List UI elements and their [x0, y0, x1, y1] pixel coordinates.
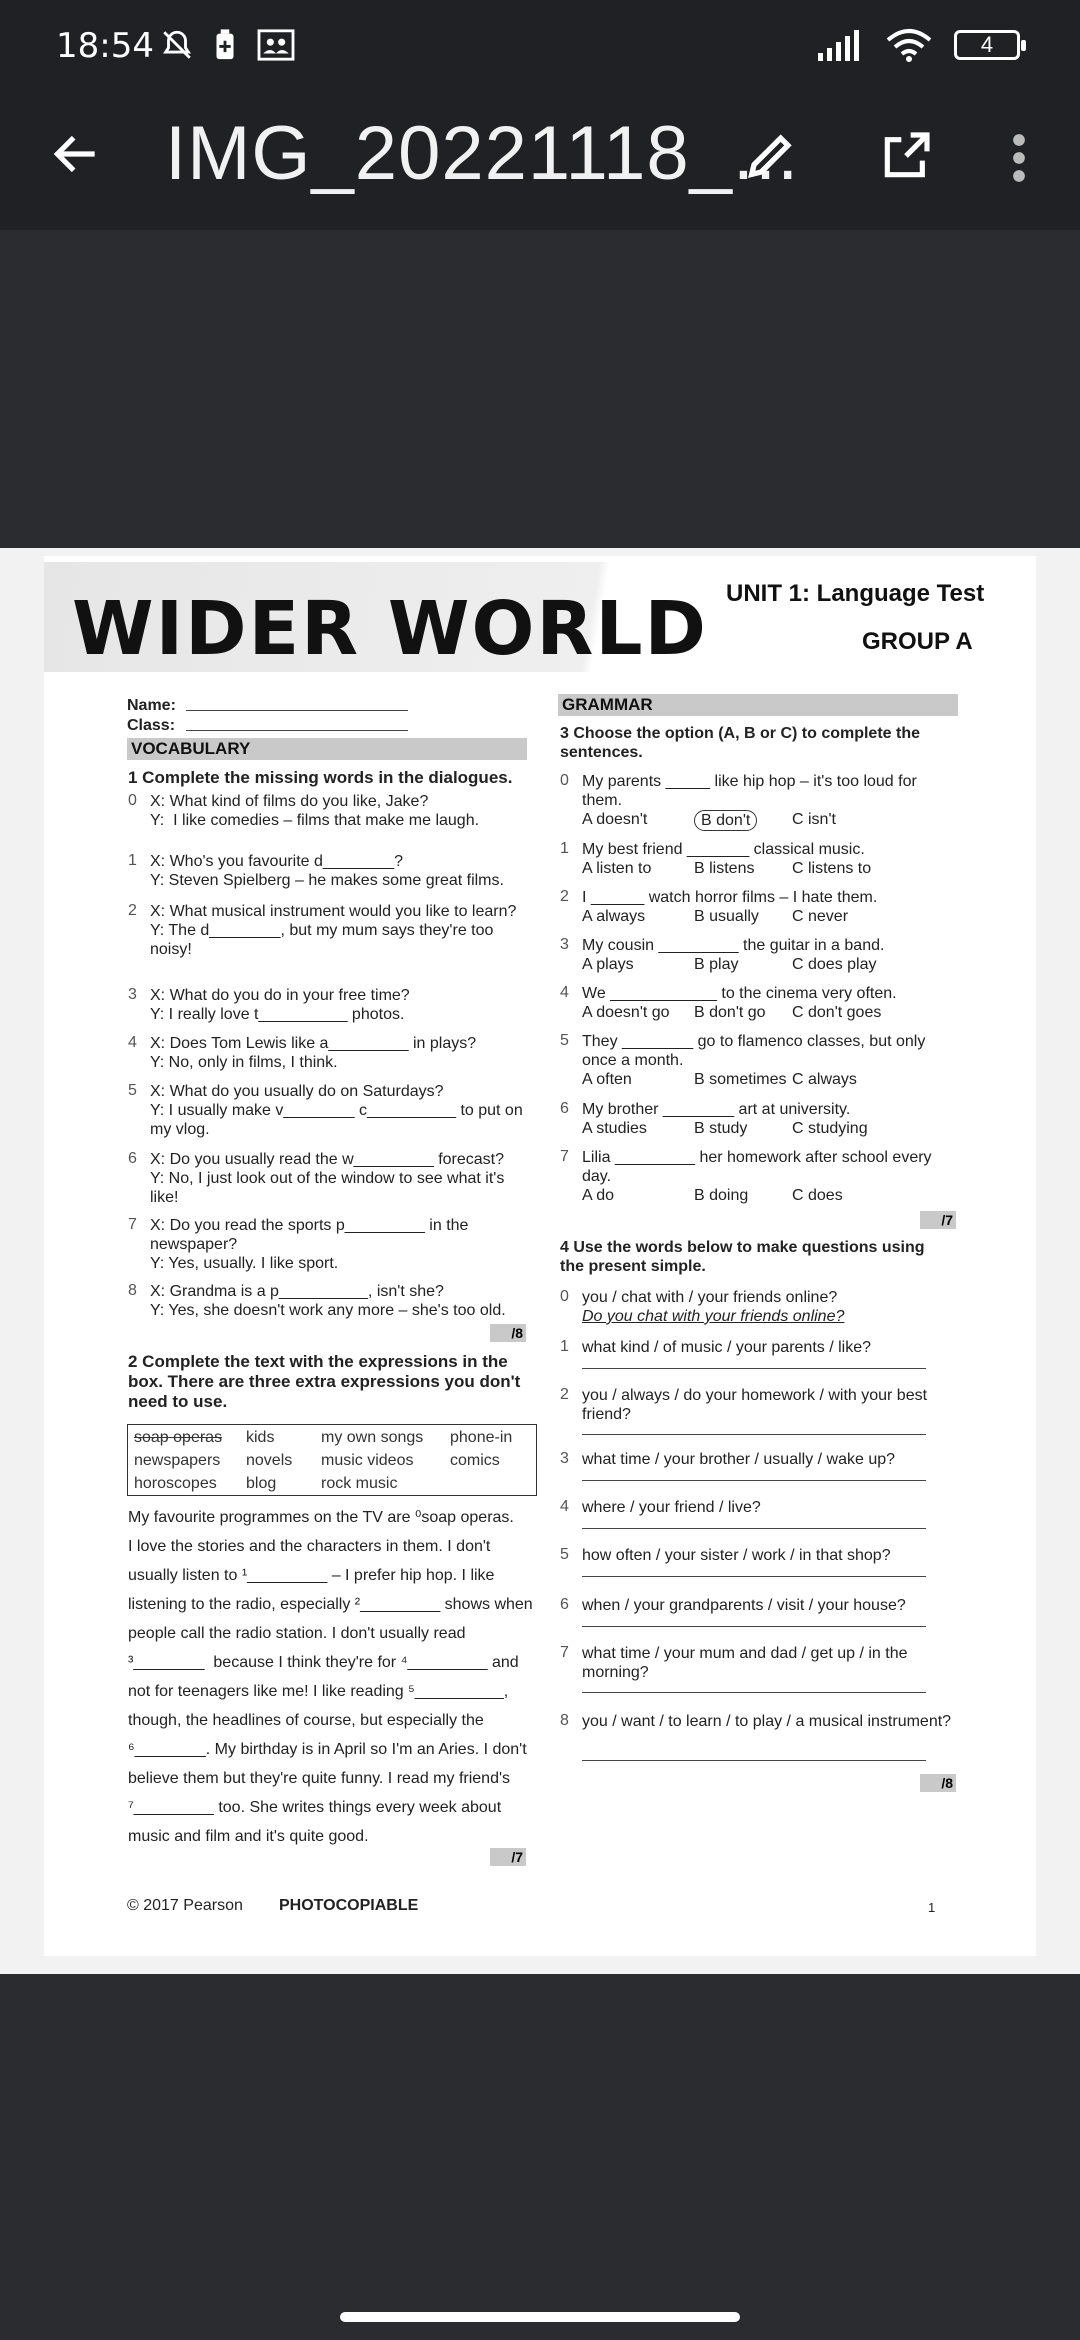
name-line [186, 710, 408, 711]
question-item-text: you / chat with / your friends online? [582, 1289, 838, 1306]
option-a: A doesn't go [582, 1004, 670, 1021]
option-c: C don't goes [792, 1004, 882, 1021]
paragraph-line: though, the headlines of course, but especially the [128, 1712, 484, 1729]
edit-pencil-icon[interactable] [742, 126, 800, 184]
vocab-item-number: 8 [128, 1282, 137, 1299]
expressions-box [127, 1424, 537, 1496]
grammar-item-number: 7 [560, 1148, 569, 1165]
open-external-icon[interactable] [878, 128, 934, 184]
vocab-item-text: X: Grandma is a p__________, isn't she? Y: Yes, she doesn't work any more – she's too old. [150, 1283, 506, 1319]
word-box-item: kids [246, 1429, 275, 1446]
question-item-number: 2 [560, 1386, 569, 1403]
vocab-item-text: X: Do you usually read the w_________ forecast? Y: No, I just look out of the window to see what it's like! [150, 1151, 505, 1206]
grammar-item-text: My best friend _______ classical music. [582, 841, 865, 858]
word-box-item: novels [246, 1452, 293, 1469]
battery-level: 4 [980, 32, 994, 57]
question-item-number: 6 [560, 1596, 569, 1613]
vocab-item-text: X: Who's you favourite d________? Y: Steven Spielberg – he makes some great films. [150, 853, 504, 889]
paragraph-line: usually listen to ¹_________ – I prefer hip hop. I like [128, 1567, 495, 1584]
grammar-item-text: They ________ go to flamenco classes, but only once a month. [582, 1033, 926, 1069]
grammar-item-text: I ______ watch horror films – I hate them. [582, 889, 878, 906]
vocab-item-number: 1 [128, 852, 137, 869]
grammar-item-number: 3 [560, 936, 569, 953]
question-item-number: 8 [560, 1712, 569, 1729]
vocab-item-number: 5 [128, 1082, 137, 1099]
back-arrow-icon[interactable] [48, 126, 104, 182]
option-b: B don't [694, 810, 757, 831]
score-vocab2: /7 [490, 1848, 526, 1866]
page-number: 1 [928, 1900, 936, 1915]
battery-saver-icon [212, 28, 238, 62]
vocab-ex1-title: 1 Complete the missing words in the dialogues. [128, 768, 513, 787]
word-box-item: blog [246, 1475, 277, 1492]
question-item-number: 4 [560, 1498, 569, 1515]
question-item-number: 5 [560, 1546, 569, 1563]
answer-line[interactable] [582, 1576, 926, 1577]
vocab-item-number: 7 [128, 1216, 137, 1233]
word-box-item: comics [450, 1452, 500, 1469]
question-item-text: what time / your brother / usually / wake up? [582, 1451, 896, 1468]
option-a: A listen to [582, 860, 652, 877]
worksheet-paper [44, 556, 1036, 1956]
option-c: C listens to [792, 860, 872, 877]
option-a: A plays [582, 956, 634, 973]
grammar-item-number: 4 [560, 984, 569, 1001]
status-icons-left [160, 28, 296, 62]
question-item-text: you / always / do your homework / with your best friend? [582, 1387, 928, 1423]
answer-line[interactable] [582, 1480, 926, 1481]
score-gram4: /8 [920, 1774, 956, 1792]
gallery-icon [256, 28, 296, 62]
question-item-text: how often / your sister / work / in that shop? [582, 1547, 891, 1564]
viewer-background-bottom [0, 1974, 1080, 2340]
option-c: C never [792, 908, 849, 925]
vocab-item-number: 6 [128, 1150, 137, 1167]
answer-line[interactable] [582, 1368, 926, 1369]
vocab-item-number: 3 [128, 986, 137, 1003]
word-box-item: my own songs [321, 1429, 424, 1446]
paragraph-line: ³________ because I think they're for ⁴_________ and [128, 1654, 519, 1671]
status-icons-right [816, 28, 1020, 62]
option-a: A doesn't [582, 811, 648, 828]
option-b: B play [694, 956, 739, 973]
vocab-item-text: X: Does Tom Lewis like a_________ in plays? Y: No, only in films, I think. [150, 1035, 477, 1071]
option-b: B study [694, 1120, 748, 1137]
vocab-item-text: X: What musical instrument would you like to learn? Y: The d________, but my mum says they're too noisy! [150, 903, 517, 958]
bell-off-icon [160, 28, 194, 62]
photo-viewport[interactable] [0, 548, 1080, 1974]
paragraph-line: not for teenagers like me! I like reading ⁵__________, [128, 1683, 509, 1700]
score-gram3: /7 [920, 1211, 956, 1229]
vocab-item-text: X: What do you usually do on Saturdays? Y: I usually make v________ c__________ to put on my vlog. [150, 1083, 523, 1138]
vocabulary-header: VOCABULARY [127, 738, 527, 760]
word-box-item: rock music [321, 1475, 398, 1492]
word-box-item: soap operas [134, 1429, 223, 1446]
paragraph-line: I love the stories and the characters in them. I don't [128, 1538, 491, 1555]
unit-title: UNIT 1: Language Test [726, 580, 985, 607]
wifi-icon [886, 28, 932, 62]
paragraph-line: ⁷_________ too. She writes things every week about [128, 1799, 502, 1816]
image-title: IMG_20221118_... [165, 111, 800, 196]
answer-line[interactable] [582, 1692, 926, 1693]
gram-ex3-title: 3 Choose the option (A, B or C) to complete the sentences. [560, 725, 920, 761]
option-c: C does play [792, 956, 877, 973]
paragraph-line: believe them but they're quite funny. I read my friend's [128, 1770, 511, 1787]
grammar-item-number: 6 [560, 1100, 569, 1117]
word-box-item: newspapers [134, 1452, 221, 1469]
question-item-text: what kind / of music / your parents / like? [582, 1339, 872, 1356]
option-b: B sometimes [694, 1071, 787, 1088]
option-b: B don't go [694, 1004, 766, 1021]
app-bar [0, 96, 1080, 230]
answer-line[interactable] [582, 1760, 926, 1761]
word-box-item: phone-in [450, 1429, 513, 1446]
class-label: Class: [127, 717, 176, 734]
grammar-item-text: Lilia _________ her homework after school every day. [582, 1149, 932, 1185]
question-item-text: you / want / to learn / to play / a musical instrument? [582, 1713, 952, 1730]
paragraph-line: ⁶________. My birthday is in April so I'm an Aries. I don't [128, 1741, 527, 1758]
question-item-number: 3 [560, 1450, 569, 1467]
option-c: C does [792, 1187, 843, 1204]
question-item-text: where / your friend / live? [582, 1499, 761, 1516]
grammar-item-number: 5 [560, 1032, 569, 1049]
grammar-item-number: 0 [560, 772, 569, 789]
wider-world-logo: WIDER WORLD [72, 586, 708, 672]
option-c: C isn't [792, 811, 836, 828]
grammar-header: GRAMMAR [558, 694, 958, 716]
question-item-text: when / your grandparents / visit / your house? [582, 1597, 906, 1614]
paragraph-line: music and film and it's quite good. [128, 1828, 369, 1845]
example-answer: Do you chat with your friends online? [582, 1308, 845, 1325]
option-b: B listens [694, 860, 755, 877]
viewer-background-top [0, 230, 1080, 548]
vocab-item-number: 0 [128, 792, 137, 809]
option-a: A often [582, 1071, 632, 1088]
score-vocab1: /8 [490, 1324, 526, 1342]
signal-icon [816, 29, 864, 61]
more-options-icon[interactable] [1010, 130, 1028, 186]
question-item-text: what time / your mum and dad / get up / in the morning? [582, 1645, 908, 1681]
home-indicator[interactable] [340, 2312, 740, 2322]
question-item-number: 0 [560, 1288, 569, 1305]
grammar-item-number: 1 [560, 840, 569, 857]
battery-icon [954, 30, 1020, 60]
question-item-number: 1 [560, 1338, 569, 1355]
option-c: C always [792, 1071, 857, 1088]
word-box-item: horoscopes [134, 1475, 217, 1492]
status-time: 18:54 [56, 26, 154, 66]
paragraph-line: people call the radio station. I don't usually read [128, 1625, 466, 1642]
vocab-item-text: X: What do you do in your free time? Y: I really love t__________ photos. [150, 987, 410, 1023]
grammar-item-number: 2 [560, 888, 569, 905]
word-box-item: music videos [321, 1452, 414, 1469]
option-a: A always [582, 908, 646, 925]
class-line [186, 730, 408, 731]
option-a: A do [582, 1187, 615, 1204]
option-b: B usually [694, 908, 759, 925]
option-b: B doing [694, 1187, 749, 1204]
vocab-item-text: X: Do you read the sports p_________ in the newspaper? Y: Yes, usually. I like sport. [150, 1217, 469, 1272]
option-c: C studying [792, 1120, 868, 1137]
paragraph-line: listening to the radio, especially ²_________ shows when [128, 1596, 533, 1613]
vocab-ex2-title: 2 Complete the text with the expressions in the box. There are three extra expressions you don't need to use. [128, 1352, 521, 1411]
name-label: Name: [127, 697, 176, 714]
gram-ex4-title: 4 Use the words below to make questions using the present simple. [560, 1239, 925, 1275]
paragraph-line: My favourite programmes on the TV are ⁰soap operas. [128, 1509, 514, 1526]
status-bar [0, 0, 1080, 96]
vocab-item-number: 2 [128, 902, 137, 919]
answer-line[interactable] [582, 1528, 926, 1529]
grammar-item-text: My brother ________ art at university. [582, 1101, 851, 1118]
footer-copyright: © 2017 Pearson [127, 1897, 243, 1914]
header-banner [44, 562, 1036, 672]
vocab-item-number: 4 [128, 1034, 137, 1051]
vocab-item-text: X: What kind of films do you like, Jake? Y: I like comedies – films that make me laugh. [150, 793, 480, 829]
grammar-item-text: My cousin _________ the guitar in a band. [582, 937, 885, 954]
option-a: A studies [582, 1120, 647, 1137]
footer-photocopiable: PHOTOCOPIABLE [279, 1897, 419, 1914]
question-item-number: 7 [560, 1644, 569, 1661]
grammar-item-text: My parents _____ like hip hop – it's too loud for them. [582, 773, 917, 809]
grammar-item-text: We ____________ to the cinema very often. [582, 985, 897, 1002]
group-label: GROUP A [862, 628, 973, 655]
answer-line[interactable] [582, 1626, 926, 1627]
answer-line[interactable] [582, 1434, 926, 1435]
